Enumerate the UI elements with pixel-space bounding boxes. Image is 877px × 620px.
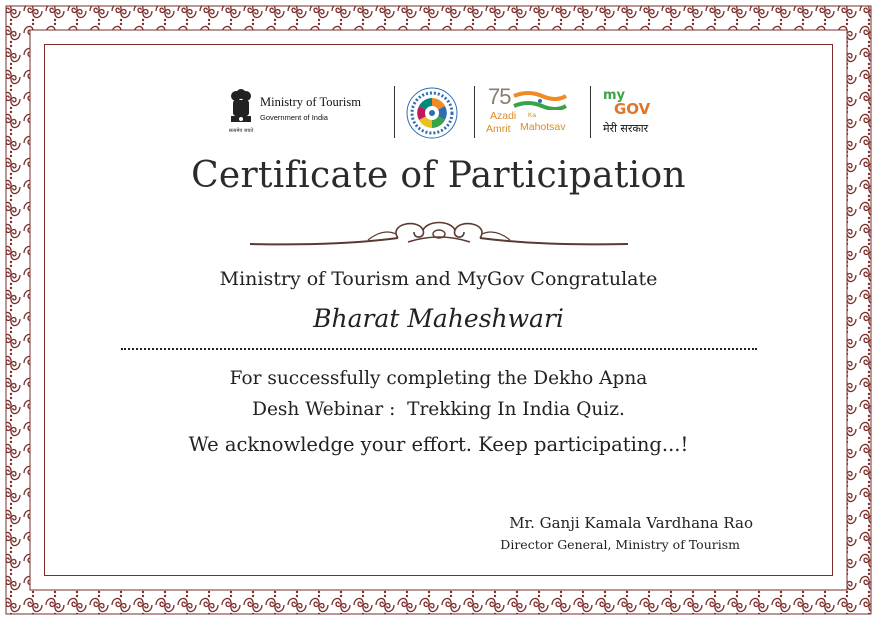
certificate-title: Certificate of Participation <box>191 155 686 196</box>
mygov-my: my <box>603 88 626 103</box>
dotted-underline <box>121 348 757 350</box>
body-line-1: For successfully completing the Dekho Apna <box>229 368 648 389</box>
flourish-divider <box>248 216 630 252</box>
azadi-ka-amrit-mahotsav-logo <box>486 86 570 140</box>
ministry-subtitle: Government of India <box>260 113 328 122</box>
congratulate-line: Ministry of Tourism and MyGov Congratulate <box>219 268 658 290</box>
logo-divider <box>394 86 395 138</box>
aka-amrit: Amrit <box>486 123 511 135</box>
flag-wave-icon <box>512 90 568 110</box>
mygov-hindi: मेरी सरकार <box>603 122 649 135</box>
aka-mahotsav: Mahotsav <box>520 121 566 133</box>
aka-azadi: Azadi <box>490 110 517 122</box>
logo-divider <box>474 86 475 138</box>
recipient-name: Bharat Maheshwari <box>313 304 564 333</box>
body-line-2: Desh Webinar : Trekking In India Quiz. <box>252 399 625 420</box>
logo-divider <box>590 86 591 138</box>
acknowledgement-line: We acknowledge your effort. Keep participating...! <box>188 433 689 456</box>
aka-number: 75 <box>488 84 511 109</box>
signatory-name: Mr. Ganji Kamala Vardhana Rao <box>509 514 753 532</box>
ministry-name: Ministry of Tourism <box>260 95 361 109</box>
mygov-gov: GOV <box>614 100 651 118</box>
mygov-logo <box>600 86 664 140</box>
signatory-designation: Director General, Ministry of Tourism <box>500 537 740 552</box>
aka-ka: Ka <box>528 112 536 119</box>
emblem-caption: सत्यमेव जयते <box>228 128 254 134</box>
ek-bharat-shreshtha-bharat-logo <box>402 86 462 140</box>
